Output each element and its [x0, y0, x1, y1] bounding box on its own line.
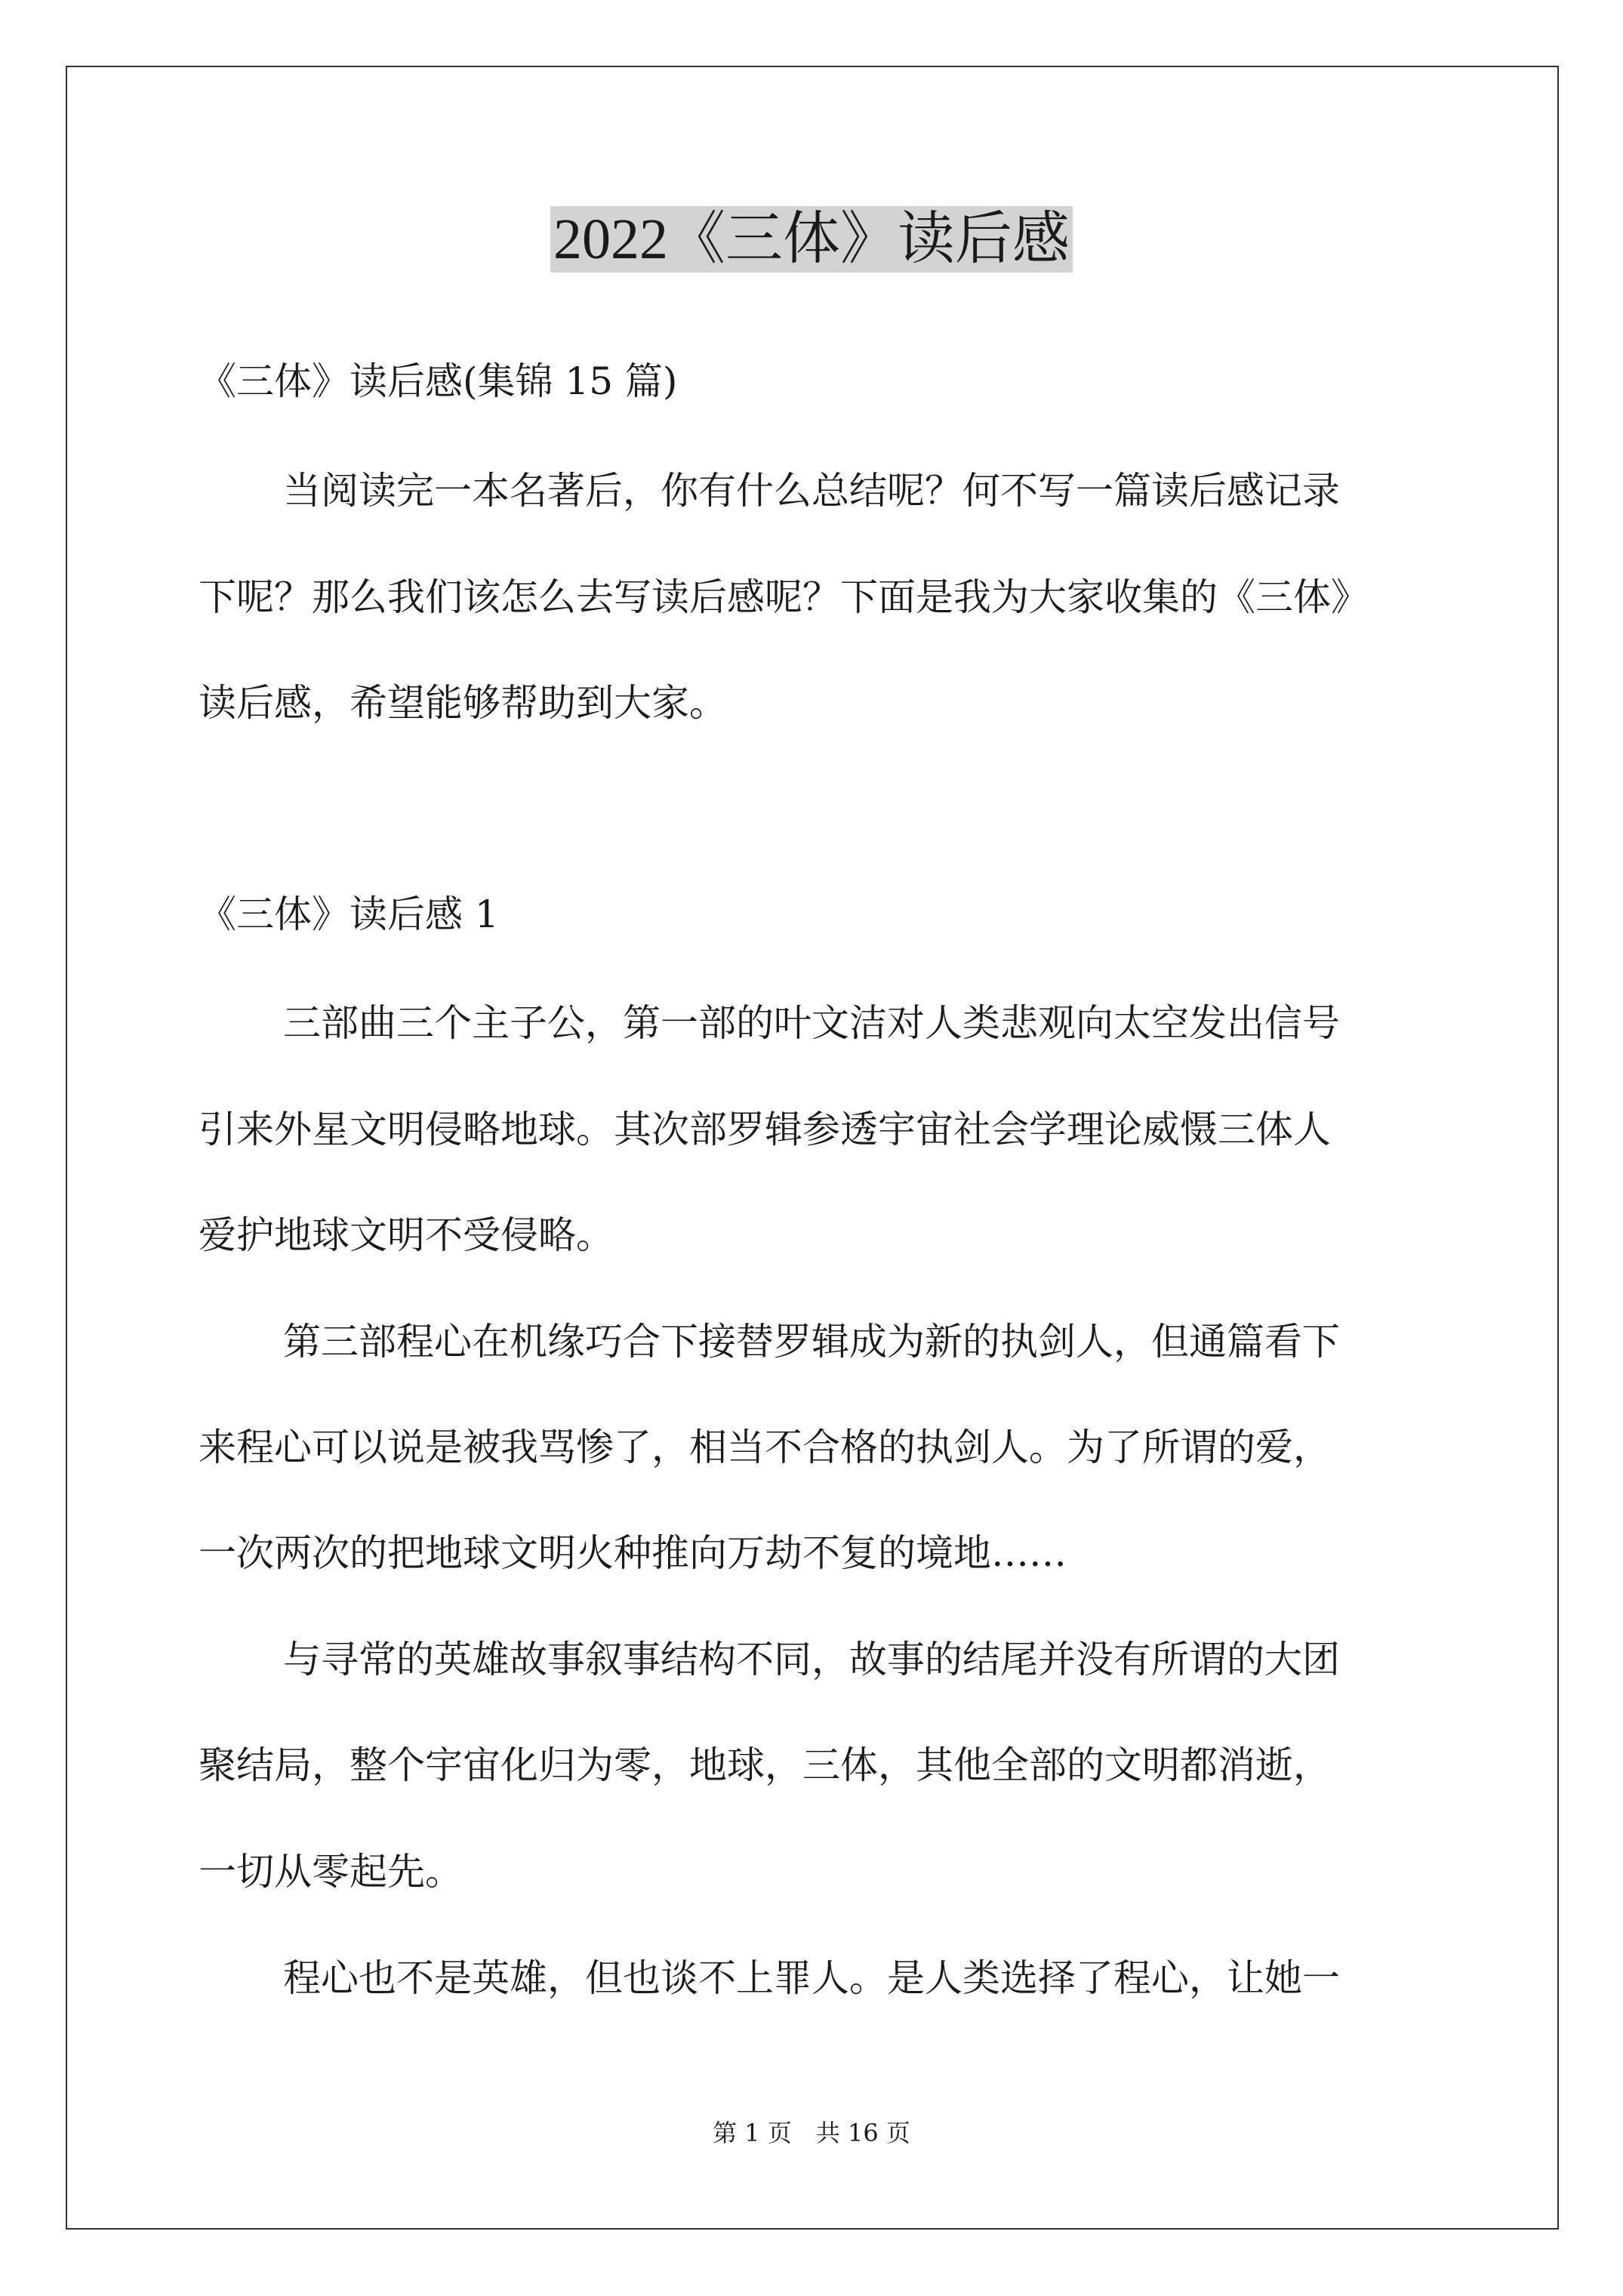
para2-line-2: 来程心可以说是被我骂惨了，相当不合格的执剑人。为了所谓的爱， [199, 1425, 1331, 1469]
para1-line-2: 引来外星文明侵略地球。其次部罗辑参透宇宙社会学理论威慑三体人 [199, 1108, 1331, 1151]
para2-line-1: 第三部程心在机缘巧合下接替罗辑成为新的执剑人，但通篇看下 [283, 1320, 1340, 1364]
intro-line-1: 当阅读完一本名著后，你有什么总结呢？何不写一篇读后感记录 [283, 469, 1340, 513]
para1-line-1: 三部曲三个主子公，第一部的叶文洁对人类悲观向太空发出信号 [283, 1001, 1340, 1045]
intro-line-3: 读后感，希望能够帮助到大家。 [199, 681, 727, 725]
document-title-text: 2022《三体》读后感 [550, 206, 1073, 273]
intro-line-2: 下呢？那么我们该怎么去写读后感呢？下面是我为大家收集的《三体》 [199, 575, 1369, 619]
section-heading-1: 《三体》读后感 1 [199, 892, 499, 936]
para2-line-3: 一次两次的把地球文明火种推向万劫不复的境地…… [199, 1531, 1067, 1575]
para3-line-3: 一切从零起先。 [199, 1850, 463, 1894]
para3-line-2: 聚结局，整个宇宙化归为零，地球，三体，其他全部的文明都消逝， [199, 1743, 1331, 1787]
para4-line-1: 程心也不是英雄，但也谈不上罪人。是人类选择了程心，让她一 [283, 1956, 1340, 2000]
subtitle-line: 《三体》读后感(集锦 15 篇) [199, 359, 678, 403]
page-footer: 第 1 页 共 16 页 [713, 2119, 910, 2147]
document-title [0, 198, 1623, 281]
para3-line-1: 与寻常的英雄故事叙事结构不同，故事的结尾并没有所谓的大团 [283, 1638, 1340, 1681]
para1-line-3: 爱护地球文明不受侵略。 [199, 1213, 614, 1257]
